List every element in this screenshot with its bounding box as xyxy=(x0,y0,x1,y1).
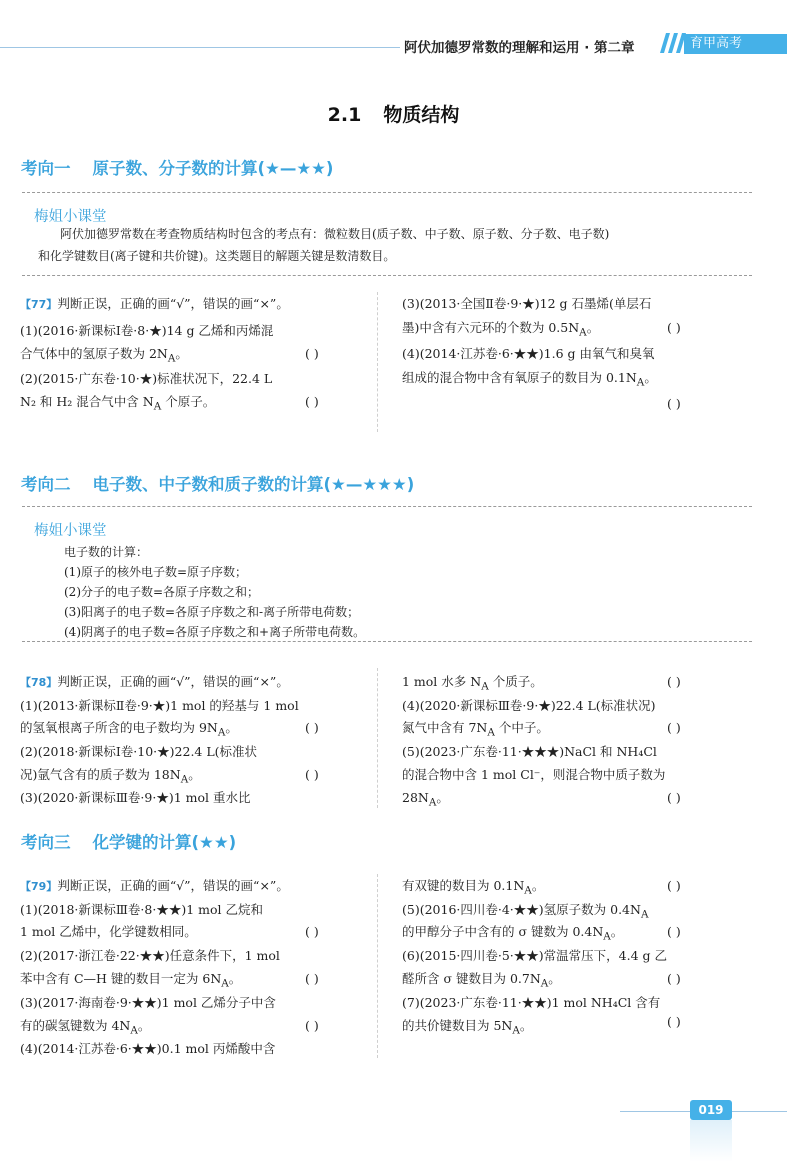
item-line: N₂ 和 H₂ 混合气中含 $N_A$ 个原子。 xyxy=(20,394,216,413)
answer-blank[interactable]: ( ) xyxy=(667,320,681,335)
item-line: 组成的混合物中含有氧原子的数目为 $0.1N_A$。 xyxy=(402,370,657,389)
section-number: 2.1 xyxy=(327,104,362,126)
question-stem: 判断正误，正确的画“√”，错误的画“×”。 xyxy=(57,878,289,893)
answer-blank[interactable]: ( ) xyxy=(305,346,319,361)
topic-title: 原子数、分子数的计算(★—★★) xyxy=(92,159,334,178)
item-line: (6)(2015·四川卷·5·★★)常温常压下，4.4 g 乙 xyxy=(402,948,667,963)
answer-blank[interactable]: ( ) xyxy=(305,394,319,409)
answer-blank[interactable]: ( ) xyxy=(305,720,319,735)
topic-label: 考向一 xyxy=(21,159,71,178)
topic-heading-2 xyxy=(21,471,414,495)
footer-rule xyxy=(732,1111,787,1112)
item-line: (3)(2020·新课标Ⅲ卷·9·★)1 mol 重水比 xyxy=(20,790,251,805)
item-line: 的混合物中含 1 mol Cl⁻，则混合物中质子数为 xyxy=(402,767,666,782)
answer-blank[interactable]: ( ) xyxy=(667,924,681,939)
topic-title: 电子数、中子数和质子数的计算(★—★★★) xyxy=(92,475,415,494)
item-line: (4)(2020·新课标Ⅲ卷·9·★)22.4 L(标准状况) xyxy=(402,698,656,713)
section-name: 物质结构 xyxy=(383,104,460,126)
answer-blank[interactable]: ( ) xyxy=(667,396,681,411)
tip-box-1 xyxy=(22,192,752,276)
item-line: 1 mol 水多 $N_A$ 个质子。 xyxy=(402,674,543,693)
footer-rule xyxy=(620,1111,690,1112)
item-line: (2)(2015·广东卷·10·★)标准状况下，22.4 L xyxy=(20,371,273,386)
item-line: (1)(2016·新课标Ⅰ卷·8·★)14 g 乙烯和丙烯混 xyxy=(20,323,274,338)
item-line: (3)(2013·全国Ⅱ卷·9·★)12 g 石墨烯(单层石 xyxy=(402,296,652,311)
item-line: $28N_A$。 xyxy=(402,790,449,809)
item-line: (1)(2013·新课标Ⅱ卷·9·★)1 mol 的羟基与 1 mol xyxy=(20,698,299,713)
topic-title: 化学键的计算(★★) xyxy=(92,833,237,852)
column-divider xyxy=(377,874,378,1058)
column-divider xyxy=(377,292,378,432)
answer-blank[interactable]: ( ) xyxy=(667,790,681,805)
question-stem: 判断正误，正确的画“√”，错误的画“×”。 xyxy=(57,296,289,311)
item-line: 的氢氧根离子所含的电子数均为 $9N_A$。 xyxy=(20,720,238,739)
item-line: 1 mol 乙烯中，化学键数相同。 xyxy=(20,924,197,939)
answer-blank[interactable]: ( ) xyxy=(667,674,681,689)
item-line: (4)(2014·江苏卷·6·★★)0.1 mol 丙烯酸中含 xyxy=(20,1041,276,1056)
tip-line: 电子数的计算： xyxy=(64,545,149,559)
question-number: 【79】 xyxy=(20,880,58,893)
header-rule xyxy=(0,47,400,48)
answer-blank[interactable]: ( ) xyxy=(667,878,681,893)
question-stem: 判断正误，正确的画“√”，错误的画“×”。 xyxy=(57,674,289,689)
tip-line: 和化学键数目(离子键和共价键)。这类题目的解题关键是数清数目。 xyxy=(38,249,396,263)
section-title xyxy=(0,100,787,127)
answer-blank[interactable]: ( ) xyxy=(667,971,681,986)
item-line: (7)(2023·广东卷·11·★★)1 mol NH₄Cl 含有 xyxy=(402,995,661,1010)
tip-line: (3)阳离子的电子数=各原子序数之和-离子所带电荷数； xyxy=(64,605,360,619)
question-78-left xyxy=(20,672,365,812)
item-line: (2)(2018·新课标Ⅰ卷·10·★)22.4 L(标准状 xyxy=(20,744,258,759)
answer-blank[interactable]: ( ) xyxy=(305,1018,319,1033)
topic-heading-3 xyxy=(21,829,236,853)
page-number-shadow xyxy=(690,1120,732,1162)
page-number: 019 xyxy=(690,1100,732,1120)
tip-line: (2)分子的电子数=各原子序数之和； xyxy=(64,585,260,599)
item-line: (3)(2017·海南卷·9·★★)1 mol 乙烯分子中含 xyxy=(20,995,276,1010)
tip-line: (4)阴离子的电子数=各原子序数之和+离子所带电荷数。 xyxy=(64,625,366,639)
topic-label: 考向三 xyxy=(21,833,71,852)
item-line: 况)氩气含有的质子数为 $18N_A$。 xyxy=(20,767,201,786)
brand-badge: 育甲高考 xyxy=(684,34,787,54)
item-line: (1)(2018·新课标Ⅲ卷·8·★★)1 mol 乙烷和 xyxy=(20,902,263,917)
item-line: 墨)中含有六元环的个数为 $0.5N_A$。 xyxy=(402,320,600,339)
item-line: 苯中含有 C—H 键的数目一定为 $6N_A$。 xyxy=(20,971,242,990)
item-line: (5)(2023·广东卷·11·★★★)NaCl 和 NH₄Cl xyxy=(402,744,657,759)
item-line: (5)(2016·四川卷·4·★★)氢原子数为 $0.4N_A$ xyxy=(402,902,649,921)
question-78-right xyxy=(402,672,747,812)
item-line: 的共价键数目为 $5N_A$。 xyxy=(402,1018,533,1037)
question-79-left xyxy=(20,876,365,1056)
item-line: 醛所含 σ 键数目为 $0.7N_A$。 xyxy=(402,971,561,990)
item-line: 的甲醇分子中含有的 σ 键数为 $0.4N_A$。 xyxy=(402,924,624,943)
topic-heading-1 xyxy=(21,155,333,179)
item-line: 有的碳氢键数为 $4N_A$。 xyxy=(20,1018,151,1037)
item-line: (2)(2017·浙江卷·22·★★)任意条件下，1 mol xyxy=(20,948,280,963)
tip-box-title: 梅姐小课堂 xyxy=(34,523,107,539)
slash-stripes-icon xyxy=(660,33,686,53)
question-number: 【78】 xyxy=(20,676,58,689)
item-line: 合气体中的氢原子数为 $2N_A$。 xyxy=(20,346,188,365)
question-77-left xyxy=(20,294,365,424)
answer-blank[interactable]: ( ) xyxy=(667,720,681,735)
tip-box-2 xyxy=(22,506,752,642)
tip-box-title: 梅姐小课堂 xyxy=(34,209,107,225)
tip-line: 阿伏加德罗常数在考查物质结构时包含的考点有：微粒数目(质子数、中子数、原子数、分子数、电子数) xyxy=(60,227,610,241)
question-number: 【77】 xyxy=(20,298,58,311)
question-79-right xyxy=(402,876,747,1036)
item-line: 有双键的数目为 $0.1N_A$。 xyxy=(402,878,545,897)
topic-label: 考向二 xyxy=(21,475,71,494)
tip-line: (1)原子的核外电子数=原子序数； xyxy=(64,565,248,579)
question-77-right xyxy=(402,294,747,424)
running-header-title: 阿伏加德罗常数的理解和运用 · 第二章 xyxy=(404,40,635,56)
answer-blank[interactable]: ( ) xyxy=(305,971,319,986)
answer-blank[interactable]: ( ) xyxy=(305,767,319,782)
answer-blank[interactable]: ( ) xyxy=(305,924,319,939)
answer-blank[interactable]: ( ) xyxy=(667,1014,681,1029)
item-line: 氮气中含有 $7N_A$ 个中子。 xyxy=(402,720,549,739)
column-divider xyxy=(377,668,378,808)
item-line: (4)(2014·江苏卷·6·★★)1.6 g 由氧气和臭氧 xyxy=(402,346,655,361)
